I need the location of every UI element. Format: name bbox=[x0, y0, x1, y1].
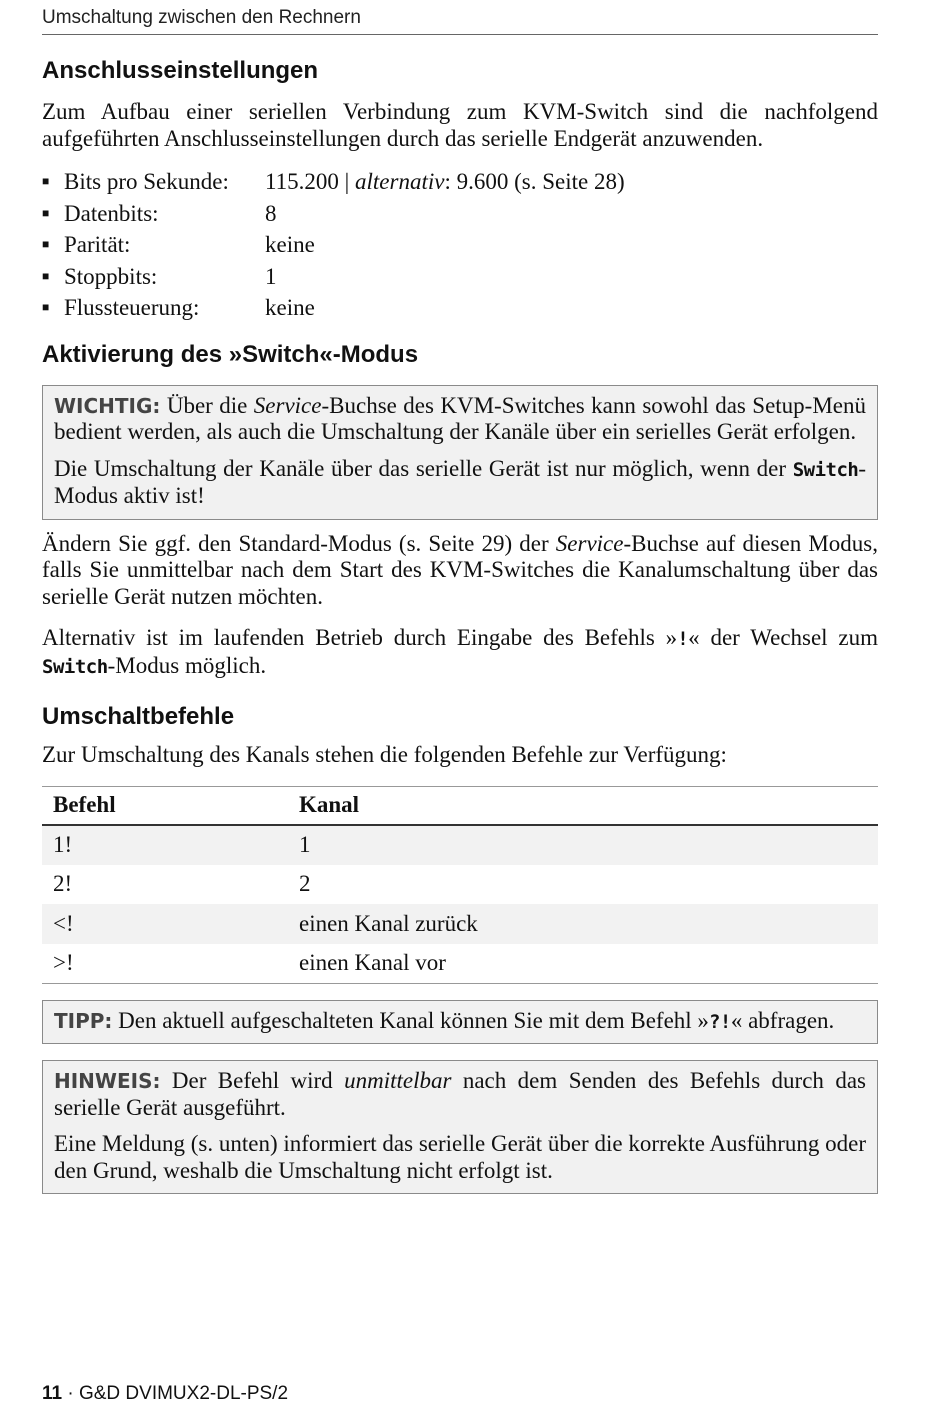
running-header: Umschaltung zwischen den Rechnern bbox=[42, 7, 878, 35]
channel-cell: einen Kanal vor bbox=[288, 944, 878, 984]
alternative-paragraph: Alternativ ist im laufenden Betrieb durch Eingabe des Befehls »!« der Wechsel zum Switch-Modus möglich. bbox=[42, 625, 878, 678]
table-row bbox=[42, 825, 878, 865]
table-row bbox=[42, 865, 878, 905]
product-name: G&D DVIMUX2-DL-PS/2 bbox=[78, 1383, 289, 1404]
intro-paragraph: Zum Aufbau einer seriellen Verbindung zum KVM-Switch sind die nachfolgend aufgeführten Anschlusseinstellungen durch das serielle Endgerät anzuwenden. bbox=[42, 99, 878, 151]
setting-label: Datenbits: bbox=[64, 200, 159, 226]
setting-value: 1 bbox=[265, 263, 277, 289]
section-title-switch-modus: Aktivierung des »Switch«-Modus bbox=[42, 340, 419, 368]
tip-paragraph: TIPP: Den aktuell aufgeschalteten Kanal können Sie mit dem Befehl »?!« abfragen. bbox=[54, 1007, 835, 1033]
square-bullet-icon: ■ bbox=[42, 174, 50, 188]
commands-table bbox=[42, 786, 878, 984]
square-bullet-icon: ■ bbox=[42, 237, 50, 251]
command-cell: <! bbox=[42, 904, 288, 944]
important-note-box bbox=[42, 385, 878, 520]
list-item bbox=[42, 261, 878, 293]
column-header-kanal: Kanal bbox=[288, 786, 878, 825]
standard-mode-paragraph: Ändern Sie ggf. den Standard-Modus (s. Seite 29) der Service-Buchse auf diesen Modus, falls Sie unmittelbar nach dem Start des KVM-Switches die Kanalumschaltung über das serielle Gerät nutzen möchten. bbox=[42, 530, 878, 609]
channel-cell: einen Kanal zurück bbox=[288, 904, 878, 944]
table-row bbox=[42, 904, 878, 944]
setting-label: Parität: bbox=[64, 232, 131, 257]
list-item bbox=[42, 292, 878, 324]
setting-label: Bits pro Sekunde: bbox=[64, 169, 229, 194]
table-header-row bbox=[42, 786, 878, 825]
section-title-anschlusseinstellungen: Anschlusseinstellungen bbox=[42, 57, 319, 84]
page-footer: 11 · G&D DVIMUX2-DL-PS/2 bbox=[42, 1383, 289, 1404]
channel-cell: 2 bbox=[299, 871, 311, 897]
command-cell: >! bbox=[42, 944, 288, 984]
setting-label: Flussteuerung: bbox=[64, 295, 200, 320]
setting-value: 8 bbox=[265, 200, 277, 226]
table-row bbox=[42, 944, 878, 984]
command-cell: 2! bbox=[53, 871, 73, 897]
hint-label: HINWEIS: bbox=[54, 1069, 161, 1093]
square-bullet-icon: ■ bbox=[42, 205, 50, 220]
hint-note-box bbox=[42, 1060, 878, 1194]
tip-label: TIPP: bbox=[54, 1008, 113, 1033]
section-title-umschaltbefehle: Umschaltbefehle bbox=[42, 703, 235, 730]
important-paragraph-2: Die Umschaltung der Kanäle über das serielle Gerät ist nur möglich, wenn der Switch-Modus aktiv ist! bbox=[54, 455, 866, 508]
page-number: 11 bbox=[42, 1383, 63, 1404]
channel-cell: 1 bbox=[288, 825, 878, 865]
square-bullet-icon: ■ bbox=[42, 268, 50, 283]
setting-value: keine bbox=[265, 232, 315, 257]
connection-settings-list bbox=[42, 166, 878, 324]
commands-intro: Zur Umschaltung des Kanals stehen die folgenden Befehle zur Verfügung: bbox=[42, 742, 727, 767]
important-label: WICHTIG: bbox=[54, 393, 161, 418]
list-item bbox=[42, 198, 878, 230]
list-item bbox=[42, 229, 878, 261]
setting-value: 115.200 | alternativ: 9.600 (s. Seite 28) bbox=[265, 169, 625, 194]
column-header-befehl: Befehl bbox=[42, 786, 288, 825]
tip-note-box bbox=[42, 1000, 878, 1045]
hint-paragraph-1: HINWEIS: Der Befehl wird unmittelbar nach dem Senden des Befehls durch das serielle Gerät ausgeführt. bbox=[54, 1068, 866, 1120]
hint-paragraph-2: Eine Meldung (s. unten) informiert das serielle Gerät über die korrekte Ausführung oder den Grund, weshalb die Umschaltung nicht erfolgt ist. bbox=[54, 1131, 866, 1183]
list-item bbox=[42, 166, 878, 198]
important-paragraph-1: WICHTIG: Über die Service-Buchse des KVM-Switches kann sowohl das Setup-Menü bedient werden, als auch die Umschaltung der Kanäle über ein serielles Gerät erfolgen. bbox=[54, 392, 867, 444]
page-content bbox=[42, 56, 878, 1194]
square-bullet-icon: ■ bbox=[42, 300, 50, 314]
setting-value: keine bbox=[265, 295, 315, 320]
command-cell: 1! bbox=[42, 825, 288, 865]
setting-label: Stoppbits: bbox=[64, 263, 158, 289]
